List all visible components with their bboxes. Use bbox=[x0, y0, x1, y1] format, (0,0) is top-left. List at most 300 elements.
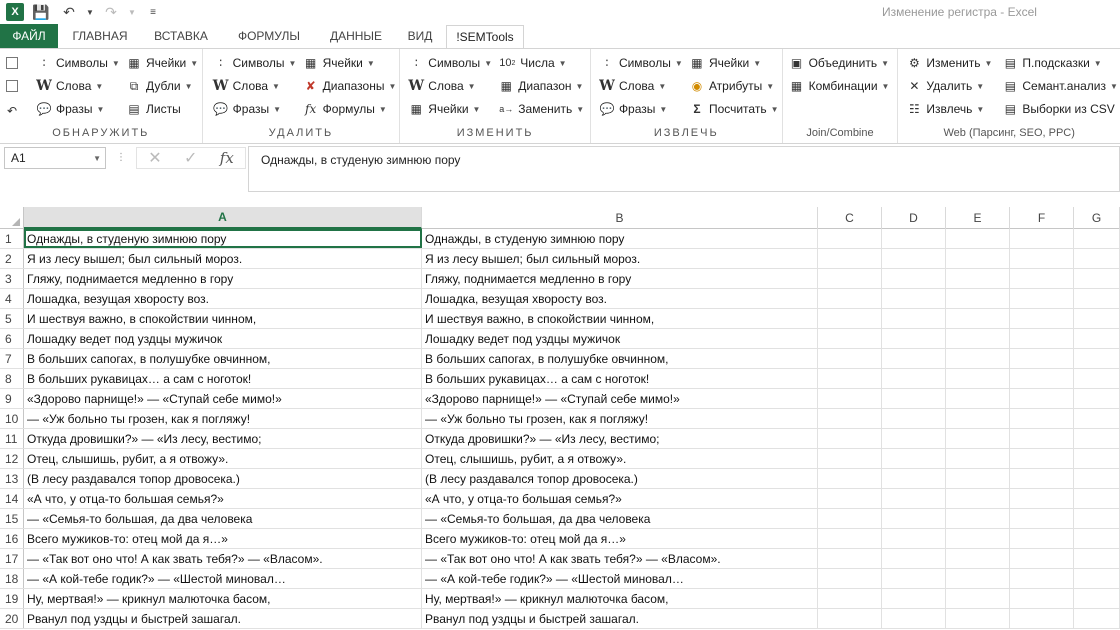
sheets-icon: ▤ bbox=[128, 102, 140, 116]
remove-cells-button[interactable]: ▦ Ячейки ▼ bbox=[303, 53, 397, 73]
cell-c[interactable] bbox=[818, 349, 882, 368]
cell-c[interactable] bbox=[818, 309, 882, 328]
table-row bbox=[0, 289, 1120, 309]
redo-icon[interactable]: ↷ bbox=[105, 3, 117, 20]
cell-e[interactable] bbox=[946, 229, 1010, 248]
table-row bbox=[0, 409, 1120, 429]
sum-icon: Σ bbox=[693, 102, 701, 116]
cell-f[interactable] bbox=[1010, 409, 1074, 428]
cell-e[interactable] bbox=[946, 609, 1010, 628]
cell-c[interactable] bbox=[818, 389, 882, 408]
cell-e[interactable] bbox=[946, 449, 1010, 468]
cell-e[interactable] bbox=[946, 329, 1010, 348]
row-header[interactable]: 3 bbox=[0, 269, 24, 288]
checkbox[interactable] bbox=[6, 80, 18, 92]
cell-e[interactable] bbox=[946, 529, 1010, 548]
row-header[interactable]: 9 bbox=[0, 389, 24, 408]
row-header[interactable]: 8 bbox=[0, 369, 24, 388]
quick-access-toolbar bbox=[0, 2, 164, 22]
table-row bbox=[0, 549, 1120, 569]
column-header-g[interactable]: G bbox=[1074, 207, 1120, 229]
table-row bbox=[0, 349, 1120, 369]
tab-data[interactable]: ДАННЫЕ bbox=[329, 29, 383, 43]
cell-c[interactable] bbox=[818, 569, 882, 588]
cell-a[interactable]: Однажды, в студеную зимнюю пору bbox=[24, 229, 422, 248]
cell-f[interactable] bbox=[1010, 609, 1074, 628]
word-icon: W bbox=[212, 78, 229, 94]
merge-icon: ▣ bbox=[790, 56, 803, 70]
group-join bbox=[783, 49, 899, 143]
cell-a[interactable]: Откуда дровишки?» — «Из лесу, вестимо; bbox=[24, 429, 422, 448]
cell-d[interactable] bbox=[882, 229, 946, 248]
cell-f[interactable] bbox=[1010, 549, 1074, 568]
cell-b[interactable]: В больших сапогах, в полушубке овчинном, bbox=[422, 349, 818, 368]
group-label-remove: УДАЛИТЬ bbox=[268, 127, 334, 139]
row-header[interactable]: 14 bbox=[0, 489, 24, 508]
cells-icon: ▦ bbox=[691, 56, 703, 70]
cell-e[interactable] bbox=[946, 509, 1010, 528]
table-row bbox=[0, 489, 1120, 509]
web-col-1 bbox=[906, 53, 992, 119]
cell-e[interactable] bbox=[946, 549, 1010, 568]
cell-b[interactable]: Однажды, в студеную зимнюю пору bbox=[422, 229, 818, 248]
cell-d[interactable] bbox=[882, 409, 946, 428]
remove-col-2 bbox=[303, 53, 397, 119]
cell-c[interactable] bbox=[818, 269, 882, 288]
redo-dropdown-icon[interactable]: ▼ bbox=[128, 7, 136, 17]
cancel-icon[interactable]: ✕ bbox=[148, 150, 162, 167]
row-header[interactable]: 19 bbox=[0, 589, 24, 608]
tab-insert[interactable]: ВСТАВКА bbox=[154, 29, 208, 43]
cell-b[interactable]: Всего мужиков-то: отец мой да я…» bbox=[422, 529, 818, 548]
group-label-web: Web (Парсинг, SEO, PPC) bbox=[943, 127, 1075, 139]
tab-home[interactable]: ГЛАВНАЯ bbox=[72, 29, 128, 43]
cell-c[interactable] bbox=[818, 469, 882, 488]
cell-a[interactable]: — «Так вот оно что! А как звать тебя?» — «Власом». bbox=[24, 549, 422, 568]
detect-cells-button[interactable]: ▦ Ячейки ▼ bbox=[126, 53, 198, 73]
group-web bbox=[898, 49, 1120, 143]
numbers-icon: 10 2 bbox=[499, 57, 516, 69]
group-label-join: Join/Combine bbox=[806, 127, 874, 139]
cell-a[interactable]: Лошадка, везущая хворосту воз. bbox=[24, 289, 422, 308]
extract-icon: ☷ bbox=[909, 102, 920, 116]
table-row bbox=[0, 529, 1120, 549]
cell-g[interactable] bbox=[1074, 529, 1120, 548]
undo-small-icon[interactable]: ↶ bbox=[6, 104, 18, 118]
detect-phrases-button[interactable]: 💬 Фразы ▼ bbox=[36, 102, 105, 116]
cell-a[interactable]: В больших рукавицах… а сам с ноготок! bbox=[24, 369, 422, 388]
symbols-icon: ∶ bbox=[42, 56, 46, 70]
cell-d[interactable] bbox=[882, 449, 946, 468]
checkbox[interactable] bbox=[6, 57, 18, 69]
extract-phrases-button[interactable]: 💬 Фразы ▼ bbox=[599, 102, 668, 116]
group-label-detect: ОБНАРУЖИТЬ bbox=[52, 127, 150, 139]
tab-semtools[interactable]: !SEMTools bbox=[446, 25, 524, 48]
csv-icon: ▤ bbox=[1004, 102, 1017, 116]
row-header[interactable]: 11 bbox=[0, 429, 24, 448]
cell-c[interactable] bbox=[818, 409, 882, 428]
row-header[interactable]: 13 bbox=[0, 469, 24, 488]
detect-col-2 bbox=[126, 53, 198, 119]
table-row bbox=[0, 309, 1120, 329]
cell-b[interactable]: «А что, у отца-то большая семья?» bbox=[422, 489, 818, 508]
cell-b[interactable]: Лошадка, везущая хворосту воз. bbox=[422, 289, 818, 308]
cell-g[interactable] bbox=[1074, 309, 1120, 328]
extract-words-button[interactable]: W Слова ▼ bbox=[599, 78, 667, 94]
symbols-icon: ∶ bbox=[219, 56, 223, 70]
column-header-f[interactable]: F bbox=[1010, 207, 1074, 229]
symbols-icon: ∶ bbox=[605, 56, 609, 70]
phrases-icon: 💬 bbox=[213, 102, 229, 116]
cell-a[interactable]: И шествуя важно, в спокойствии чинном, bbox=[24, 309, 422, 328]
cell-e[interactable] bbox=[946, 409, 1010, 428]
cell-e[interactable] bbox=[946, 249, 1010, 268]
cell-f[interactable] bbox=[1010, 429, 1074, 448]
detect-symbols-button[interactable]: ∶ Символы ▼ bbox=[36, 53, 120, 73]
side-controls bbox=[6, 57, 18, 119]
undo-dropdown-icon[interactable]: ▼ bbox=[86, 7, 94, 17]
cell-g[interactable] bbox=[1074, 449, 1120, 468]
word-icon: W bbox=[408, 78, 425, 94]
cell-g[interactable] bbox=[1074, 349, 1120, 368]
cell-c[interactable] bbox=[818, 249, 882, 268]
cell-a[interactable]: Ну, мертвая!» — крикнул малюточка басом, bbox=[24, 589, 422, 608]
cell-c[interactable] bbox=[818, 289, 882, 308]
cell-b[interactable]: Я из лесу вышел; был сильный мороз. bbox=[422, 249, 818, 268]
cell-g[interactable] bbox=[1074, 229, 1120, 248]
web-delete-button[interactable]: ✕ Удалить ▼ bbox=[906, 76, 992, 96]
cell-a[interactable]: Отец, слышишь, рубит, а я отвожу». bbox=[24, 449, 422, 468]
group-detect bbox=[0, 49, 203, 143]
cell-g[interactable] bbox=[1074, 609, 1120, 628]
cell-e[interactable] bbox=[946, 489, 1010, 508]
name-box[interactable]: A1 ▼ bbox=[4, 147, 106, 169]
cell-a[interactable]: Гляжу, поднимается медленно в гору bbox=[24, 269, 422, 288]
extract-count-button[interactable]: Σ Посчитать ▼ bbox=[689, 99, 779, 119]
row-header[interactable]: 7 bbox=[0, 349, 24, 368]
cell-e[interactable] bbox=[946, 389, 1010, 408]
row-header[interactable]: 20 bbox=[0, 609, 24, 628]
formula-bar bbox=[0, 144, 1120, 194]
tab-file[interactable]: ФАЙЛ bbox=[0, 24, 58, 48]
cell-b[interactable]: Ну, мертвая!» — крикнул малюточка басом, bbox=[422, 589, 818, 608]
cell-f[interactable] bbox=[1010, 269, 1074, 288]
cell-d[interactable] bbox=[882, 349, 946, 368]
row-header[interactable]: 18 bbox=[0, 569, 24, 588]
cell-c[interactable] bbox=[818, 329, 882, 348]
cell-g[interactable] bbox=[1074, 269, 1120, 288]
remove-formulas-button[interactable]: fx Формулы ▼ bbox=[303, 99, 397, 119]
extract-col-1 bbox=[599, 53, 683, 119]
cell-a[interactable]: Рванул под уздцы и быстрей зашагал. bbox=[24, 609, 422, 628]
cell-a[interactable]: «Здорово парнище!» — «Ступай себе мимо!» bbox=[24, 389, 422, 408]
fx-icon: fx bbox=[305, 102, 317, 116]
remove-symbols-button[interactable]: ∶ Символы ▼ bbox=[213, 53, 297, 73]
cell-d[interactable] bbox=[882, 469, 946, 488]
cell-g[interactable] bbox=[1074, 289, 1120, 308]
cell-d[interactable] bbox=[882, 589, 946, 608]
table-row bbox=[0, 609, 1120, 629]
change-cells-button[interactable]: ▦ Ячейки ▼ bbox=[408, 99, 492, 119]
cell-d[interactable] bbox=[882, 489, 946, 508]
column-header-c[interactable]: C bbox=[818, 207, 882, 229]
cell-e[interactable] bbox=[946, 289, 1010, 308]
chevron-down-icon[interactable]: ▼ bbox=[93, 153, 101, 163]
cell-c[interactable] bbox=[818, 609, 882, 628]
cell-a[interactable]: — «Уж больно ты грозен, как я погляжу! bbox=[24, 409, 422, 428]
cell-b[interactable]: Отец, слышишь, рубит, а я отвожу». bbox=[422, 449, 818, 468]
extract-cells-button[interactable]: ▦ Ячейки ▼ bbox=[689, 53, 779, 73]
remove-ranges-button[interactable]: ✘ Диапазоны ▼ bbox=[303, 76, 397, 96]
cell-a[interactable]: Я из лесу вышел; был сильный мороз. bbox=[24, 249, 422, 268]
table-row bbox=[0, 429, 1120, 449]
duplicates-icon: ⧉ bbox=[129, 78, 139, 93]
cell-g[interactable] bbox=[1074, 249, 1120, 268]
cell-d[interactable] bbox=[882, 429, 946, 448]
extract-symbols-button[interactable]: ∶ Символы ▼ bbox=[599, 53, 683, 73]
cell-c[interactable] bbox=[818, 529, 882, 548]
row-header[interactable]: 5 bbox=[0, 309, 24, 328]
cell-g[interactable] bbox=[1074, 489, 1120, 508]
column-header-d[interactable]: D bbox=[882, 207, 946, 229]
cell-d[interactable] bbox=[882, 329, 946, 348]
cell-b[interactable]: — «Уж больно ты грозен, как я погляжу! bbox=[422, 409, 818, 428]
cell-b[interactable]: Откуда дровишки?» — «Из лесу, вестимо; bbox=[422, 429, 818, 448]
cell-a[interactable]: «А что, у отца-то большая семья?» bbox=[24, 489, 422, 508]
detect-words-button[interactable]: W Слова ▼ bbox=[36, 78, 104, 94]
group-extract bbox=[591, 49, 783, 143]
cell-e[interactable] bbox=[946, 469, 1010, 488]
column-header-e[interactable]: E bbox=[946, 207, 1010, 229]
cells-icon: ▦ bbox=[128, 56, 140, 70]
cell-f[interactable] bbox=[1010, 289, 1074, 308]
cell-a[interactable]: — «Семья-то большая, да два человека bbox=[24, 509, 422, 528]
web-change-button[interactable]: ⚙ Изменить ▼ bbox=[906, 53, 992, 73]
cell-b[interactable]: — «А кой-тебе годик?» — «Шестой миновал… bbox=[422, 569, 818, 588]
table-row bbox=[0, 509, 1120, 529]
cell-e[interactable] bbox=[946, 269, 1010, 288]
web-col-2 bbox=[1002, 53, 1118, 119]
row-header[interactable]: 6 bbox=[0, 329, 24, 348]
check-icon[interactable]: ✓ bbox=[183, 150, 198, 167]
table-row bbox=[0, 229, 1120, 249]
ribbon-tabs bbox=[0, 24, 1120, 48]
row-header[interactable]: 2 bbox=[0, 249, 24, 268]
column-header-b[interactable]: B bbox=[422, 207, 818, 229]
detect-col-1 bbox=[36, 53, 120, 119]
table-row bbox=[0, 249, 1120, 269]
table-row bbox=[0, 389, 1120, 409]
row-header[interactable]: 15 bbox=[0, 509, 24, 528]
remove-words-button[interactable]: W Слова ▼ bbox=[212, 78, 280, 94]
cell-g[interactable] bbox=[1074, 469, 1120, 488]
cell-b[interactable]: (В лесу раздавался топор дровосека.) bbox=[422, 469, 818, 488]
web-suggestions-button[interactable]: ▤ П.подсказки ▼ bbox=[1002, 53, 1118, 73]
group-label-change: ИЗМЕНИТЬ bbox=[456, 127, 534, 139]
cell-f[interactable] bbox=[1010, 349, 1074, 368]
cell-g[interactable] bbox=[1074, 549, 1120, 568]
cell-f[interactable] bbox=[1010, 529, 1074, 548]
replace-icon: a→ bbox=[499, 104, 514, 114]
insert-function-icon[interactable]: fx bbox=[219, 149, 234, 167]
join-combinations-button[interactable]: ▦ Комбинации ▼ bbox=[789, 76, 890, 96]
cell-b[interactable]: — «Так вот оно что! А как звать тебя?» — «Власом». bbox=[422, 549, 818, 568]
formula-input[interactable]: Однажды, в студеную зимнюю пору bbox=[248, 146, 1120, 192]
customize-qat-icon[interactable]: ≡ bbox=[150, 6, 156, 18]
title-bar bbox=[0, 0, 1120, 24]
cell-b[interactable]: В больших рукавицах… а сам с ноготок! bbox=[422, 369, 818, 388]
change-col-2 bbox=[498, 53, 584, 119]
gear-icon: ⚙ bbox=[909, 56, 920, 70]
change-range-button[interactable]: ▦ Диапазон ▼ bbox=[498, 76, 584, 96]
cell-f[interactable] bbox=[1010, 249, 1074, 268]
cell-d[interactable] bbox=[882, 309, 946, 328]
cell-b[interactable]: И шествуя важно, в спокойствии чинном, bbox=[422, 309, 818, 328]
cell-d[interactable] bbox=[882, 389, 946, 408]
phrases-icon: 💬 bbox=[36, 102, 52, 116]
change-words-button[interactable]: W Слова ▼ bbox=[408, 78, 476, 94]
change-symbols-button[interactable]: ∶ Символы ▼ bbox=[408, 53, 492, 73]
cell-e[interactable] bbox=[946, 369, 1010, 388]
phrases-icon: 💬 bbox=[599, 102, 615, 116]
cell-g[interactable] bbox=[1074, 569, 1120, 588]
cell-g[interactable] bbox=[1074, 389, 1120, 408]
cell-c[interactable] bbox=[818, 589, 882, 608]
cell-b[interactable]: «Здорово парнище!» — «Ступай себе мимо!» bbox=[422, 389, 818, 408]
formula-buttons bbox=[136, 147, 246, 169]
cell-c[interactable] bbox=[818, 229, 882, 248]
undo-icon[interactable]: ↶ bbox=[63, 3, 75, 20]
cell-f[interactable] bbox=[1010, 569, 1074, 588]
change-numbers-button[interactable]: 10 2 Числа ▼ bbox=[499, 56, 567, 70]
cells-icon: ▦ bbox=[304, 56, 317, 70]
ribbon bbox=[0, 48, 1120, 144]
cell-b[interactable]: — «Семья-то большая, да два человека bbox=[422, 509, 818, 528]
row-header[interactable]: 12 bbox=[0, 449, 24, 468]
cell-a[interactable]: — «А кой-тебе годик?» — «Шестой миновал… bbox=[24, 569, 422, 588]
table-row bbox=[0, 469, 1120, 489]
cell-c[interactable] bbox=[818, 489, 882, 508]
cell-c[interactable] bbox=[818, 549, 882, 568]
row-header[interactable]: 4 bbox=[0, 289, 24, 308]
table-row bbox=[0, 369, 1120, 389]
cell-c[interactable] bbox=[818, 429, 882, 448]
table-row bbox=[0, 449, 1120, 469]
cell-e[interactable] bbox=[946, 569, 1010, 588]
cell-f[interactable] bbox=[1010, 589, 1074, 608]
cell-d[interactable] bbox=[882, 249, 946, 268]
range-icon: ▦ bbox=[500, 79, 512, 93]
cell-f[interactable] bbox=[1010, 509, 1074, 528]
cell-d[interactable] bbox=[882, 289, 946, 308]
web-semantic-button[interactable]: ▤ Семант.анализ ▼ bbox=[1002, 76, 1118, 96]
cell-c[interactable] bbox=[818, 369, 882, 388]
word-icon: W bbox=[36, 78, 52, 94]
cell-g[interactable] bbox=[1074, 429, 1120, 448]
cell-b[interactable]: Гляжу, поднимается медленно в гору bbox=[422, 269, 818, 288]
cell-b[interactable]: Рванул под уздцы и быстрей зашагал. bbox=[422, 609, 818, 628]
group-label-extract: ИЗВЛЕЧЬ bbox=[653, 127, 719, 139]
column-header-a[interactable]: A bbox=[24, 207, 422, 229]
cell-f[interactable] bbox=[1010, 469, 1074, 488]
tab-view[interactable]: ВИД bbox=[407, 29, 433, 43]
cell-g[interactable] bbox=[1074, 369, 1120, 388]
cell-g[interactable] bbox=[1074, 589, 1120, 608]
extract-col-2 bbox=[689, 53, 779, 119]
row-header[interactable]: 16 bbox=[0, 529, 24, 548]
cell-f[interactable] bbox=[1010, 229, 1074, 248]
cell-f[interactable] bbox=[1010, 489, 1074, 508]
join-merge-button[interactable]: ▣ Объединить ▼ bbox=[789, 53, 890, 73]
cells-icon: ▦ bbox=[410, 102, 422, 116]
cell-f[interactable] bbox=[1010, 369, 1074, 388]
tag-icon: ◉ bbox=[691, 79, 703, 93]
cell-a[interactable]: (В лесу раздавался топор дровосека.) bbox=[24, 469, 422, 488]
detect-duplicates-button[interactable]: ⧉ Дубли ▼ bbox=[126, 76, 198, 96]
excel-logo-icon: X bbox=[6, 3, 24, 21]
cell-a[interactable]: Лошадку ведет под уздцы мужичок bbox=[24, 329, 422, 348]
cell-d[interactable] bbox=[882, 549, 946, 568]
change-col-1 bbox=[408, 53, 492, 119]
group-remove bbox=[203, 49, 401, 143]
remove-phrases-button[interactable]: 💬 Фразы ▼ bbox=[213, 102, 282, 116]
cell-d[interactable] bbox=[882, 269, 946, 288]
cell-e[interactable] bbox=[946, 349, 1010, 368]
cell-c[interactable] bbox=[818, 509, 882, 528]
change-replace-button[interactable]: a→ Заменить ▼ bbox=[499, 102, 585, 116]
word-icon: W bbox=[599, 78, 615, 94]
cell-e[interactable] bbox=[946, 589, 1010, 608]
cell-c[interactable] bbox=[818, 449, 882, 468]
cell-e[interactable] bbox=[946, 309, 1010, 328]
cell-d[interactable] bbox=[882, 509, 946, 528]
cell-g[interactable] bbox=[1074, 509, 1120, 528]
cell-f[interactable] bbox=[1010, 309, 1074, 328]
cell-d[interactable] bbox=[882, 529, 946, 548]
web-extract-button[interactable]: ☷ Извлечь ▼ bbox=[906, 99, 992, 119]
extract-attributes-button[interactable]: ◉ Атрибуты ▼ bbox=[689, 76, 779, 96]
detect-sheets-button[interactable]: ▤ Листы bbox=[126, 99, 198, 119]
row-header[interactable]: 17 bbox=[0, 549, 24, 568]
cell-f[interactable] bbox=[1010, 389, 1074, 408]
tab-formulas[interactable]: ФОРМУЛЫ bbox=[237, 29, 301, 43]
formula-bar-grip-icon: ⋮ bbox=[116, 152, 126, 163]
web-csv-button[interactable]: ▤ Выборки из CSV bbox=[1002, 99, 1118, 119]
select-all-button[interactable] bbox=[0, 207, 24, 229]
table-row bbox=[0, 569, 1120, 589]
cell-a[interactable]: Всего мужиков-то: отец мой да я…» bbox=[24, 529, 422, 548]
row-header[interactable]: 1 bbox=[0, 229, 24, 248]
cell-f[interactable] bbox=[1010, 329, 1074, 348]
join-col bbox=[789, 53, 890, 96]
cell-f[interactable] bbox=[1010, 449, 1074, 468]
symbols-icon: ∶ bbox=[414, 56, 418, 70]
row-header[interactable]: 10 bbox=[0, 409, 24, 428]
cell-d[interactable] bbox=[882, 569, 946, 588]
table-row bbox=[0, 329, 1120, 349]
cell-g[interactable] bbox=[1074, 409, 1120, 428]
column-headers bbox=[0, 207, 1120, 229]
window-title: Изменение регистра - Excel bbox=[882, 5, 1037, 19]
cell-g[interactable] bbox=[1074, 329, 1120, 348]
cell-b[interactable]: Лошадку ведет под уздцы мужичок bbox=[422, 329, 818, 348]
cell-e[interactable] bbox=[946, 429, 1010, 448]
cell-d[interactable] bbox=[882, 609, 946, 628]
group-change bbox=[400, 49, 591, 143]
cell-a[interactable]: В больших сапогах, в полушубке овчинном, bbox=[24, 349, 422, 368]
cell-d[interactable] bbox=[882, 369, 946, 388]
save-icon[interactable]: 💾 bbox=[32, 3, 50, 20]
